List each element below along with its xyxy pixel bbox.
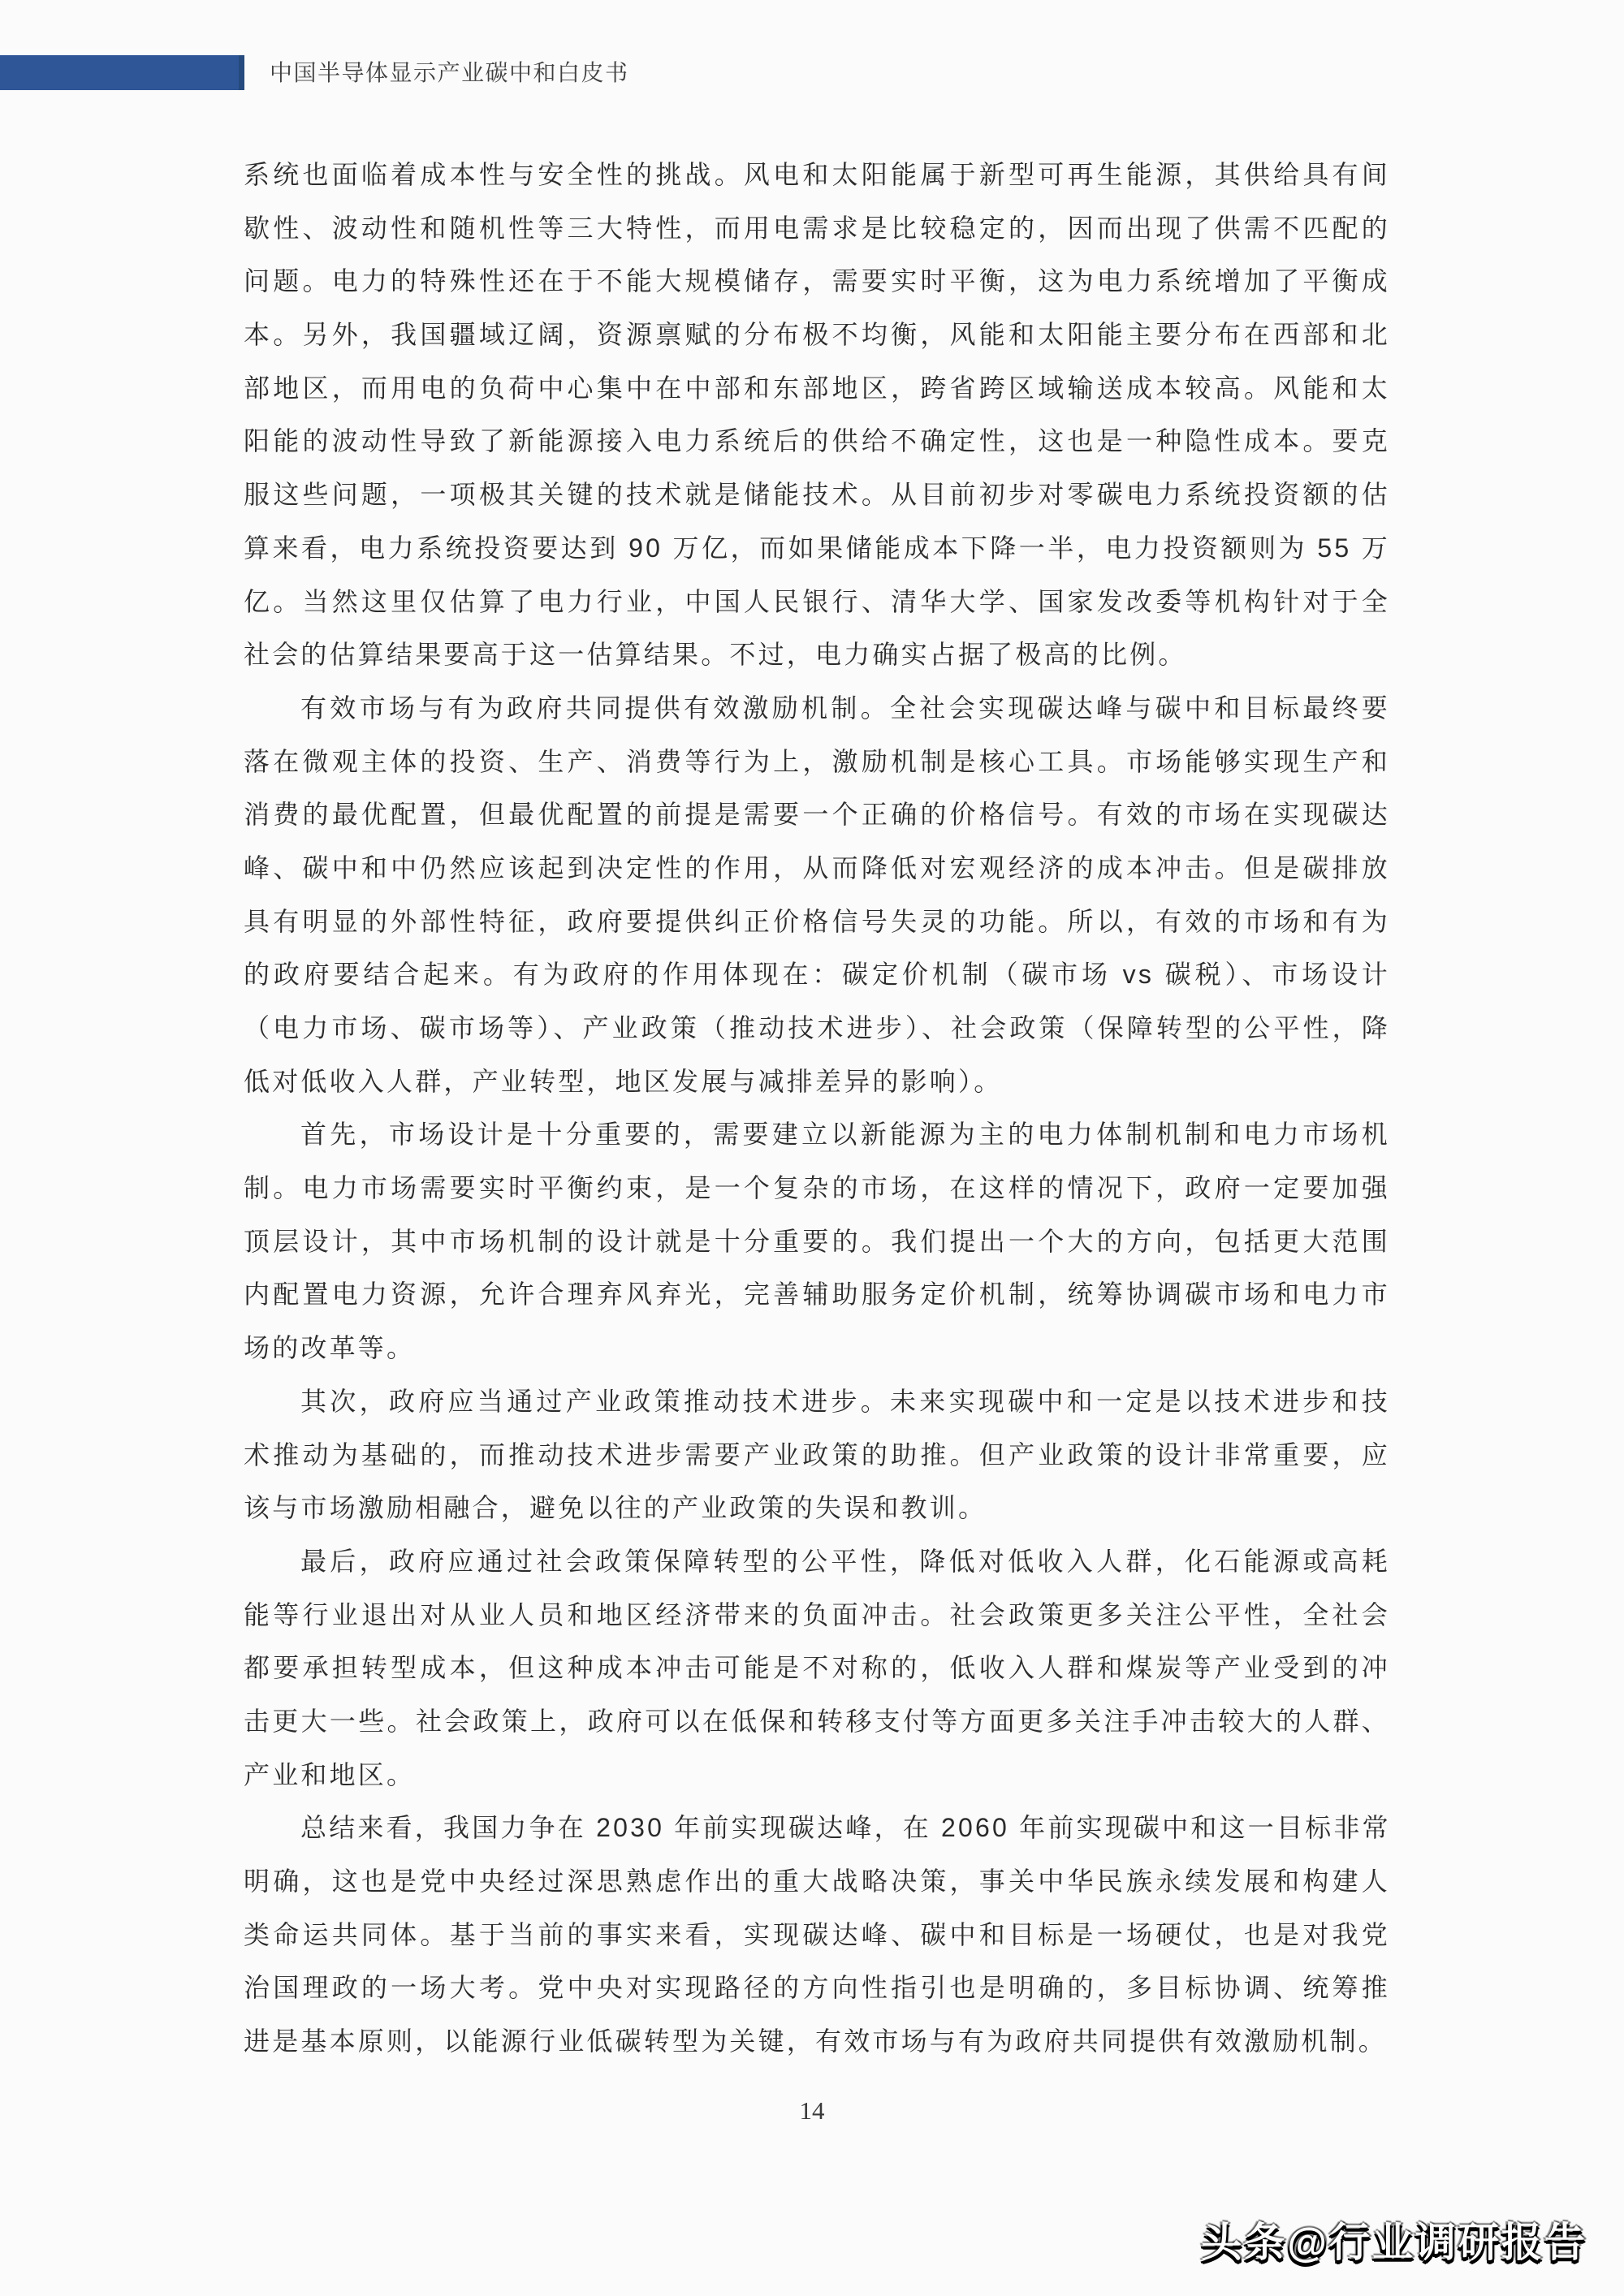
text-line: 消费的最优配置，但最优配置的前提是需要一个正确的价格信号。有效的市场在实现碳达 <box>244 800 1390 830</box>
text-line: 该与市场激励相融合，避免以往的产业政策的失误和教训。 <box>244 1493 987 1523</box>
text-line: 有效市场与有为政府共同提供有效激励机制。全社会实现碳达峰与碳中和目标最终要 <box>300 693 1390 723</box>
text-line: 算来看，电力系统投资要达到 90 万亿，而如果储能成本下降一半，电力投资额则为 55 万 <box>244 533 1390 563</box>
text-line: 阳能的波动性导致了新能源接入电力系统后的供给不确定性，这也是一种隐性成本。要克 <box>244 426 1390 456</box>
text-line: 峰、碳中和中仍然应该起到决定性的作用，从而降低对宏观经济的成本冲击。但是碳排放 <box>244 852 1390 883</box>
text-line: 系统也面临着成本性与安全性的挑战。风电和太阳能属于新型可再生能源，其供给具有间 <box>244 160 1390 189</box>
header-title: 中国半导体显示产业碳中和白皮书 <box>270 60 629 85</box>
text-line: 部地区，而用电的负荷中心集中在中部和东部地区，跨省跨区域输送成本较高。风能和太 <box>244 373 1390 403</box>
text-line: 低对低收入人群，产业转型，地区发展与减排差异的影响）。 <box>244 1066 1003 1096</box>
text-line: 明确，这也是党中央经过深思熟虑作出的重大战略决策，事关中华民族永续发展和构建人 <box>244 1867 1390 1896</box>
text-line: 首先，市场设计是十分重要的，需要建立以新能源为主的电力体制机制和电力市场机 <box>300 1120 1390 1150</box>
text-line: 具有明显的外部性特征，政府要提供纠正价格信号失灵的功能。所以，有效的市场和有为 <box>244 906 1390 936</box>
text-line: 服这些问题，一项极其关键的技术就是储能技术。从目前初步对零碳电力系统投资额的估 <box>244 480 1390 510</box>
text-line: 本。另外，我国疆域辽阔，资源禀赋的分布极不均衡，风能和太阳能主要分布在西部和北 <box>244 320 1390 350</box>
text-line: 亿。当然这里仅估算了电力行业，中国人民银行、清华大学、国家发改委等机构针对于全 <box>244 586 1390 616</box>
text-line: （电力市场、碳市场等）、产业政策（推动技术进步）、社会政策（保障转型的公平性，降 <box>244 1013 1390 1042</box>
text-line: 顶层设计，其中市场机制的设计就是十分重要的。我们提出一个大的方向，包括更大范围 <box>244 1226 1390 1256</box>
text-line: 场的改革等。 <box>244 1333 416 1363</box>
watermark-text: 头条@行业调研报告 <box>1201 2220 1587 2265</box>
text-line: 最后，政府应通过社会政策保障转型的公平性，降低对低收入人群，化石能源或高耗 <box>300 1546 1390 1576</box>
text-line: 总结来看，我国力争在 2030 年前实现碳达峰，在 2060 年前实现碳中和这一目标非常 <box>300 1813 1391 1843</box>
text-line: 制。电力市场需要实时平衡约束，是一个复杂的市场，在这样的情况下，政府一定要加强 <box>244 1173 1390 1203</box>
text-line: 问题。电力的特殊性还在于不能大规模储存，需要实时平衡，这为电力系统增加了平衡成 <box>244 266 1390 296</box>
text-line: 歇性、波动性和随机性等三大特性，而用电需求是比较稳定的，因而出现了供需不匹配的 <box>244 213 1390 243</box>
text-line: 进是基本原则，以能源行业低碳转型为关键，有效市场与有为政府共同提供有效激励机制。 <box>244 2026 1388 2056</box>
page-number: 14 <box>799 2096 825 2125</box>
text-line: 治国理政的一场大考。党中央对实现路径的方向性指引也是明确的，多目标协调、统筹推 <box>244 1973 1390 2003</box>
text-line: 社会的估算结果要高于这一估算结果。不过，电力确实占据了极高的比例。 <box>244 640 1187 670</box>
header-accent-bar <box>0 55 244 90</box>
text-line: 类命运共同体。基于当前的事实来看，实现碳达峰、碳中和目标是一场硬仗，也是对我党 <box>244 1919 1390 1949</box>
text-line: 内配置电力资源，允许合理弃风弃光，完善辅助服务定价机制，统筹协调碳市场和电力市 <box>244 1280 1390 1310</box>
document-body <box>244 149 1390 2069</box>
text-line: 能等行业退出对从业人员和地区经济带来的负面冲击。社会政策更多关注公平性，全社会 <box>244 1599 1390 1629</box>
text-line: 产业和地区。 <box>244 1759 416 1789</box>
text-line: 的政府要结合起来。有为政府的作用体现在：碳定价机制（碳市场 vs 碳税）、市场设计 <box>244 960 1390 990</box>
text-line: 击更大一些。社会政策上，政府可以在低保和转移支付等方面更多关注手冲击较大的人群、 <box>244 1706 1390 1736</box>
text-line: 术推动为基础的，而推动技术进步需要产业政策的助推。但产业政策的设计非常重要，应 <box>244 1439 1390 1470</box>
text-line: 其次，政府应当通过产业政策推动技术进步。未来实现碳中和一定是以技术进步和技 <box>300 1386 1390 1416</box>
text-line: 都要承担转型成本，但这种成本冲击可能是不对称的，低收入人群和煤炭等产业受到的冲 <box>244 1653 1390 1683</box>
text-line: 落在微观主体的投资、生产、消费等行为上，激励机制是核心工具。市场能够实现生产和 <box>244 746 1390 776</box>
